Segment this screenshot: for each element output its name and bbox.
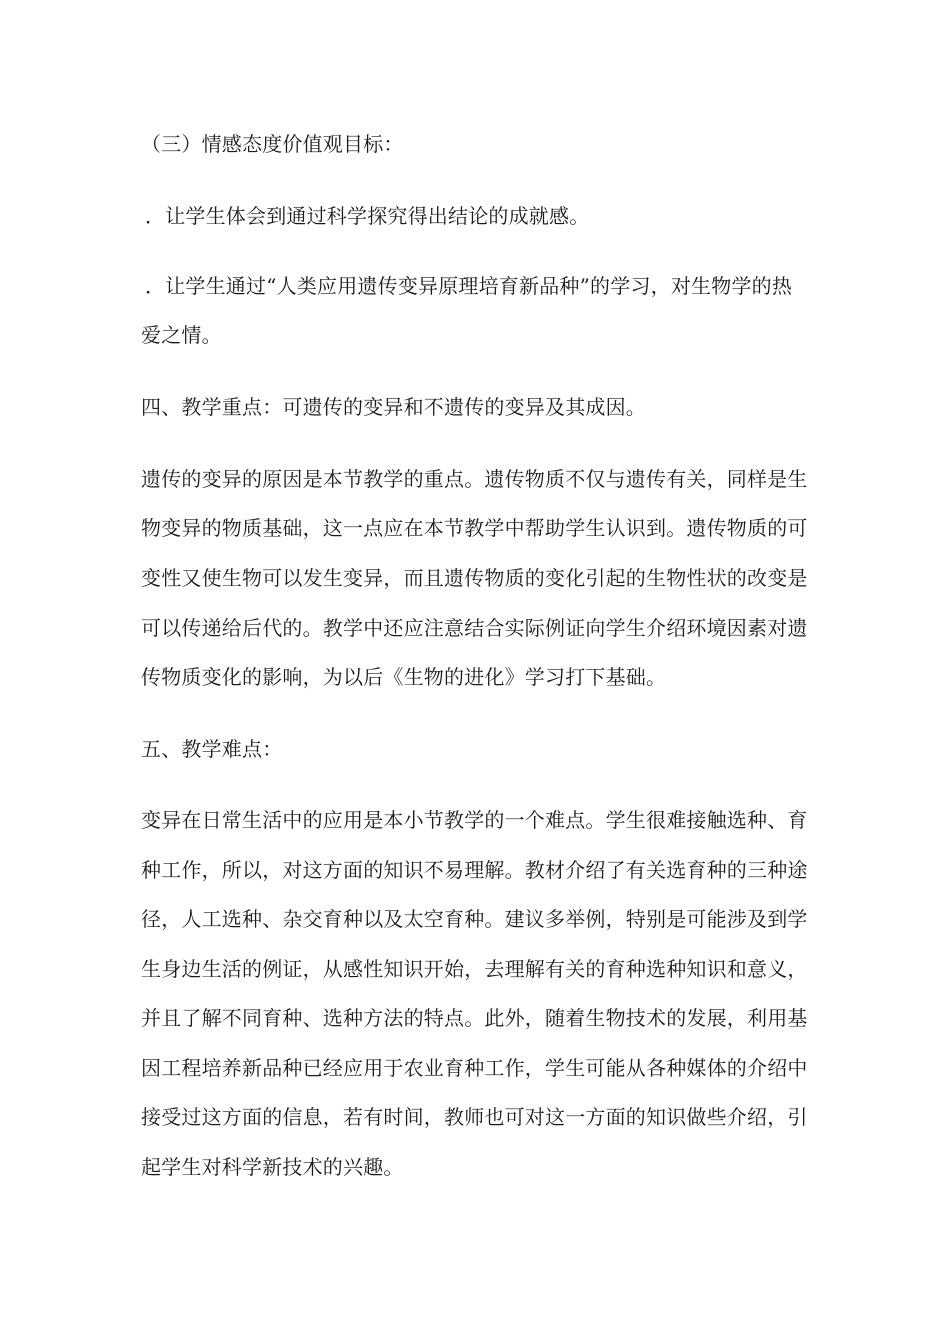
- paragraph-key-points-line-5: 传物质变化的影响，为以后《生物的进化》学习打下基础。: [141, 665, 667, 689]
- paragraph-difficulties-line-8: 起学生对科学新技术的兴趣。: [141, 1155, 404, 1179]
- paragraph-difficulties-line-3: 径，人工选种、杂交育种以及太空育种。建议多举例，特别是可能涉及到学: [141, 907, 808, 931]
- section-heading-difficulties: 五、教学难点：: [141, 737, 283, 761]
- paragraph-difficulties-line-6: 因工程培养新品种已经应用于农业育种工作，学生可能从各种媒体的介绍中: [141, 1056, 808, 1080]
- paragraph-key-points-line-3: 变性又使生物可以发生变异，而且遗传物质的变化引起的生物性状的改变是: [141, 566, 808, 590]
- list-item-2-line-2: 爱之情。: [141, 323, 222, 347]
- list-item-1: ．让学生体会到通过科学探究得出结论的成就感。: [145, 204, 590, 228]
- paragraph-difficulties-line-7: 接受过这方面的信息，若有时间，教师也可对这一方面的知识做些介绍，引: [141, 1105, 808, 1129]
- paragraph-difficulties-line-4: 生身边生活的例证，从感性知识开始，去理解有关的育种选种知识和意义，: [141, 957, 808, 981]
- paragraph-key-points-line-4: 可以传递给后代的。教学中还应注意结合实际例证向学生介绍环境因素对遗: [141, 616, 808, 640]
- section-heading-key-points: 四、教学重点：可遗传的变异和不遗传的变异及其成因。: [141, 395, 646, 419]
- section-heading-emotion-goals: （三）情感态度价值观目标：: [141, 132, 404, 156]
- paragraph-key-points-line-2: 物变异的物质基础，这一点应在本节教学中帮助学生认识到。遗传物质的可: [141, 516, 808, 540]
- paragraph-difficulties-line-2: 种工作，所以，对这方面的知识不易理解。教材介绍了有关选育种的三种途: [141, 858, 808, 882]
- list-item-2-line-1: ．让学生通过“人类应用遗传变异原理培育新品种”的学习，对生物学的热: [145, 274, 793, 298]
- paragraph-difficulties-line-1: 变异在日常生活中的应用是本小节教学的一个难点。学生很难接触选种、育: [141, 808, 808, 832]
- paragraph-difficulties-line-5: 并且了解不同育种、选种方法的特点。此外，随着生物技术的发展，利用基: [141, 1006, 808, 1030]
- paragraph-key-points-line-1: 遗传的变异的原因是本节教学的重点。遗传物质不仅与遗传有关，同样是生: [141, 467, 808, 491]
